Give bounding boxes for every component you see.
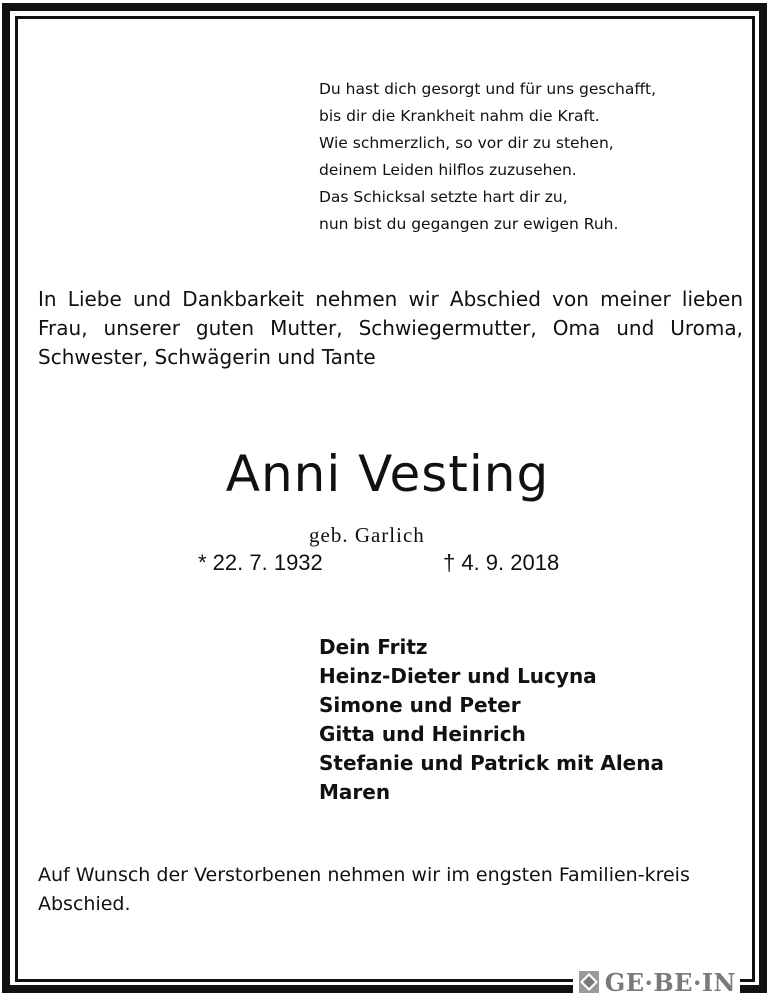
- family-member: Heinz-Dieter und Lucyna: [319, 664, 597, 688]
- family-member: Stefanie und Patrick mit Alena: [319, 751, 664, 775]
- family-member: Simone und Peter: [319, 693, 521, 717]
- brand-name: GE·BE·IN: [604, 967, 736, 997]
- family-member: Maren: [319, 780, 391, 804]
- family-member: Dein Fritz: [319, 635, 428, 659]
- gebein-brand-logo: [573, 967, 740, 997]
- poem-line: Das Schicksal setzte hart dir zu,: [319, 188, 568, 206]
- family-signatures: [319, 633, 664, 807]
- poem-line: Du hast dich gesorgt und für uns geschafft,: [319, 80, 657, 98]
- maiden-name: geb. Garlich: [309, 523, 425, 547]
- poem-verse: [319, 76, 749, 238]
- poem-line: bis dir die Krankheit nahm die Kraft.: [319, 107, 600, 125]
- poem-line: deinem Leiden hilflos zuzusehen.: [319, 161, 577, 179]
- deceased-name: Anni Vesting: [225, 445, 550, 503]
- gebein-logo-icon: [577, 970, 601, 994]
- closing-note: Auf Wunsch der Verstorbenen nehmen wir im engsten Familien-kreis Abschied.: [38, 864, 690, 915]
- death-date: † 4. 9. 2018: [443, 550, 560, 575]
- poem-line: nun bist du gegangen zur ewigen Ruh.: [319, 215, 619, 233]
- birth-date: * 22. 7. 1932: [198, 550, 323, 575]
- poem-line: Wie schmerzlich, so vor dir zu stehen,: [319, 134, 614, 152]
- family-member: Gitta und Heinrich: [319, 722, 526, 746]
- farewell-intro-text: In Liebe und Dankbarkeit nehmen wir Abschied von meiner lieben Frau, unserer guten Mutter, Schwiegermutter, Oma und Uroma, Schwester, Schwägerin und Tante: [38, 287, 743, 369]
